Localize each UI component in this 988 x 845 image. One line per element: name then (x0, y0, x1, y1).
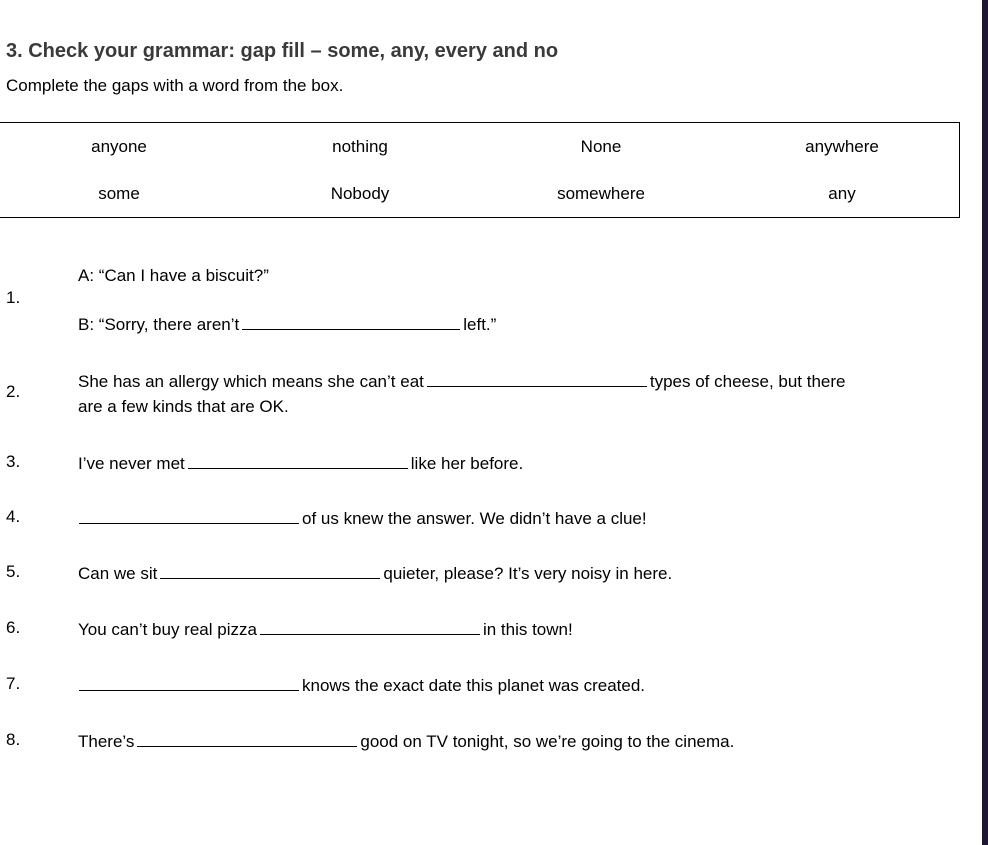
word-box-item: None (580, 137, 622, 156)
word-box-item: some (98, 184, 140, 203)
word-box-item: anyone (91, 137, 147, 156)
answer-blank[interactable] (79, 674, 299, 691)
word-box-item: somewhere (557, 184, 645, 203)
question-number: 6. (6, 618, 21, 637)
question-text: types of cheese, but there (649, 372, 846, 391)
page-edge-bar (982, 0, 988, 845)
question-text: knows the exact date this planet was created. (302, 676, 646, 695)
question-1-line-a: A: “Can I have a biscuit?” (78, 266, 269, 285)
question-number: 1. (6, 288, 21, 307)
question-number: 7. (6, 674, 21, 693)
question-text: I’ve never met (78, 454, 185, 473)
question-text: in this town! (482, 620, 573, 639)
answer-blank[interactable] (160, 562, 380, 579)
question-text: good on TV tonight, so we’re going to the cinema. (360, 732, 735, 751)
question-7-line (76, 674, 645, 696)
word-box-item: nothing (332, 137, 388, 156)
question-text: like her before. (410, 454, 524, 473)
question-text: left.” (463, 315, 497, 334)
question-text: B: “Sorry, there aren’t (78, 315, 240, 334)
question-text: You can’t buy real pizza (78, 620, 257, 639)
answer-blank[interactable] (79, 507, 299, 524)
question-text: There’s (78, 732, 135, 751)
word-box-item: any (828, 184, 856, 203)
question-6-line (78, 618, 573, 640)
question-number: 5. (6, 562, 21, 581)
exercise-instruction: Complete the gaps with a word from the box. (6, 76, 344, 95)
word-box-item: Nobody (330, 184, 390, 203)
question-4-line (76, 507, 647, 529)
question-text: quieter, please? It’s very noisy in here. (383, 564, 673, 583)
question-1-line-b (78, 313, 496, 335)
answer-blank[interactable] (188, 452, 408, 469)
answer-blank[interactable] (260, 618, 480, 635)
question-text: Can we sit (78, 564, 158, 583)
answer-blank[interactable] (242, 313, 460, 330)
question-3-line (78, 452, 523, 474)
question-number: 2. (6, 382, 21, 401)
question-8-line (78, 730, 734, 752)
question-text: She has an allergy which means she can’t eat (78, 372, 424, 391)
word-box-item: anywhere (805, 137, 879, 156)
question-number: 3. (6, 452, 21, 471)
exercise-heading: 3. Check your grammar: gap fill – some, any, every and no (6, 40, 559, 62)
answer-blank[interactable] (427, 370, 647, 387)
word-box (0, 122, 960, 218)
question-number: 4. (6, 507, 21, 526)
question-2-line-a (78, 370, 846, 392)
question-number: 8. (6, 730, 21, 749)
question-5-line (78, 562, 672, 584)
question-text: of us knew the answer. We didn’t have a clue! (302, 509, 647, 528)
answer-blank[interactable] (137, 730, 357, 747)
question-2-line-b: are a few kinds that are OK. (78, 397, 289, 416)
